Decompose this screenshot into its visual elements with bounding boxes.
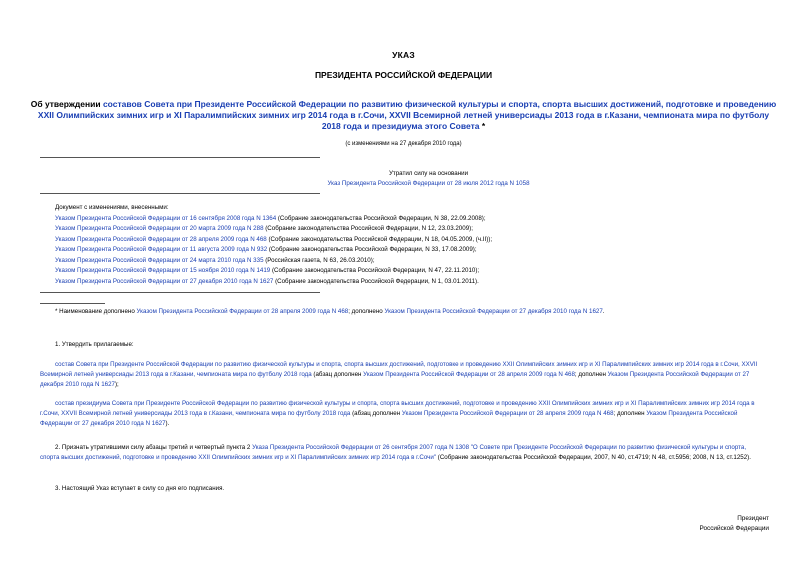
paragraph-council-composition [40,360,767,391]
changes-intro: Документ с изменениями, внесенными: [55,204,169,211]
title-suffix: * [479,121,486,131]
footnote-rule [40,303,105,304]
separator-line [40,193,320,194]
decree-issuer: ПРЕЗИДЕНТА РОССИЙСКОЙ ФЕДЕРАЦИИ [314,70,493,80]
amendment-link[interactable]: Указом Президента Российской Федерации от 27 декабря 2010 года N 1627 [40,410,738,428]
lost-force-label: Утратил силу на основании [388,170,469,177]
change-source: (Российская газета, N 63, 26.03.2010); [263,257,375,264]
lost-force-link[interactable]: Указ Президента Российской Федерации от 28 июля 2012 года N 1058 [327,180,530,187]
change-item [55,245,477,255]
separator-line [40,157,320,158]
change-item [55,266,479,276]
council-composition-link[interactable]: состав Совета при Президенте Российской Федерации по развитию физической культуры и спорта, спорта высших достижений, подготовке и проведению XXII Олимпийских зимних игр и XI Паралимпийских зимних игр 2014 года в г.Сочи, XXVII Всемирной летней универсиады 2013 года в г.Казани, чемпионата мира по футболу 2018 года [40,361,758,379]
repealed-decree-link[interactable]: Указа Президента Российской Федерации от 26 сентября 2007 года N 1308 "О Совете при Президенте Российской Федерации по развитию физической культуры и спорта, спорта высших достижений, подготовке и проведению XXII Олимпийских зимних игр и XI Паралимпийских зимних игр 2014 года в г.Сочи" [40,444,747,462]
paragraph-text: ; дополнен [574,371,608,379]
paragraph-2 [40,443,767,463]
signature-title: Президент [737,515,769,522]
paragraph-presidium-composition [40,399,767,430]
footnote-link[interactable]: Указом Президента Российской Федерации от 28 апреля 2009 года N 468 [136,308,349,315]
change-item [55,277,479,287]
document-title [30,99,777,132]
paragraph-text: ). [165,420,170,428]
paragraph-text: ); [114,381,119,389]
change-item [55,224,473,234]
change-link[interactable]: Указом Президента Российской Федерации от 20 марта 2009 года N 288 [55,225,264,232]
footnote-text: ; дополнено [348,308,385,315]
amendment-link[interactable]: Указом Президента Российской Федерации от 28 апреля 2009 года N 468 [401,410,614,418]
change-source: (Собрание законодательства Российской Федерации, N 38, 22.09.2008); [276,215,486,222]
change-link[interactable]: Указом Президента Российской Федерации от 27 декабря 2010 года N 1627 [55,278,274,285]
change-source: (Собрание законодательства Российской Федерации, N 47, 22.11.2010); [270,267,480,274]
change-source: (Собрание законодательства Российской Федерации, N 18, 04.05.2009, (ч.II)); [266,236,493,243]
change-link[interactable]: Указом Президента Российской Федерации от 11 августа 2009 года N 932 [55,246,268,253]
footnote [55,307,605,317]
change-link[interactable]: Указом Президента Российской Федерации от 24 марта 2010 года N 335 [55,257,264,264]
change-link[interactable]: Указом Президента Российской Федерации от 28 апреля 2009 года N 468 [55,236,267,243]
paragraph-text: (Собрание законодательства Российской Федерации, 2007, N 40, ст.4719; N 48, ст.5956; 2008, N 13, ст.1252). [436,454,751,462]
change-link[interactable]: Указом Президента Российской Федерации от 15 ноября 2010 года N 1419 [55,267,271,274]
presidium-composition-link[interactable]: состав президиума Совета при Президенте Российской Федерации по развитию физической культуры и спорта, спорта высших достижений, подготовке и проведению XXII Олимпийских зимних игр и XI Паралимпийских зимних игр 2014 года в г.Сочи, XXVII Всемирной летней универсиады 2013 года в г.Казани, чемпионата мира по футболу 2018 года [40,400,755,418]
amendment-link[interactable]: Указом Президента Российской Федерации от 28 апреля 2009 года N 468 [363,371,575,379]
change-item [55,256,375,266]
paragraph-3: 3. Настоящий Указ вступает в силу со дня его подписания. [55,485,225,492]
paragraph-1: 1. Утвердить прилагаемые: [55,341,134,348]
change-source: (Собрание законодательства Российской Федерации, N 12, 23.03.2009); [263,225,473,232]
title-link[interactable]: составов Совета при Президенте Российской Федерации по развитию физической культуры и спорта, спорта высших достижений, подготовке и проведению XXII Олимпийских зимних игр и XI Паралимпийских зимних игр 2014 года в г.Сочи, XXVII Всемирной летней универсиады 2013 года в г.Казани, чемпионата мира по футболу 2018 года и президиума этого Совета [37,99,777,131]
footnote-text: * Наименование дополнено [55,308,137,315]
separator-line [40,292,320,293]
amendment-note: (с изменениями на 27 декабря 2010 года) [345,141,462,147]
change-link[interactable]: Указом Президента Российской Федерации от 16 сентября 2008 года N 1364 [55,215,277,222]
paragraph-text: 2. Признать утратившими силу абзацы третий и четвертый пункта 2 [55,444,253,451]
change-source: (Собрание законодательства Российской Федерации, N 33, 17.08.2009); [267,246,477,253]
change-item [55,214,486,224]
signature-org: Российской Федерации [699,525,769,532]
change-source: (Собрание законодательства Российской Федерации, N 1, 03.01.2011). [273,278,479,285]
decree-heading: УКАЗ [392,50,415,60]
footnote-link[interactable]: Указом Президента Российской Федерации от 27 декабря 2010 года N 1627 [384,308,603,315]
footnote-text: . [602,308,605,315]
title-prefix: Об утверждении [30,99,103,109]
change-item [55,235,492,245]
paragraph-text: (абзац дополнен [350,410,402,418]
paragraph-text: ; дополнен [613,410,647,418]
amendment-link[interactable]: Указом Президента Российской Федерации от 27 декабря 2010 года N 1627 [40,371,750,389]
paragraph-text: (абзац дополнен [311,371,364,379]
